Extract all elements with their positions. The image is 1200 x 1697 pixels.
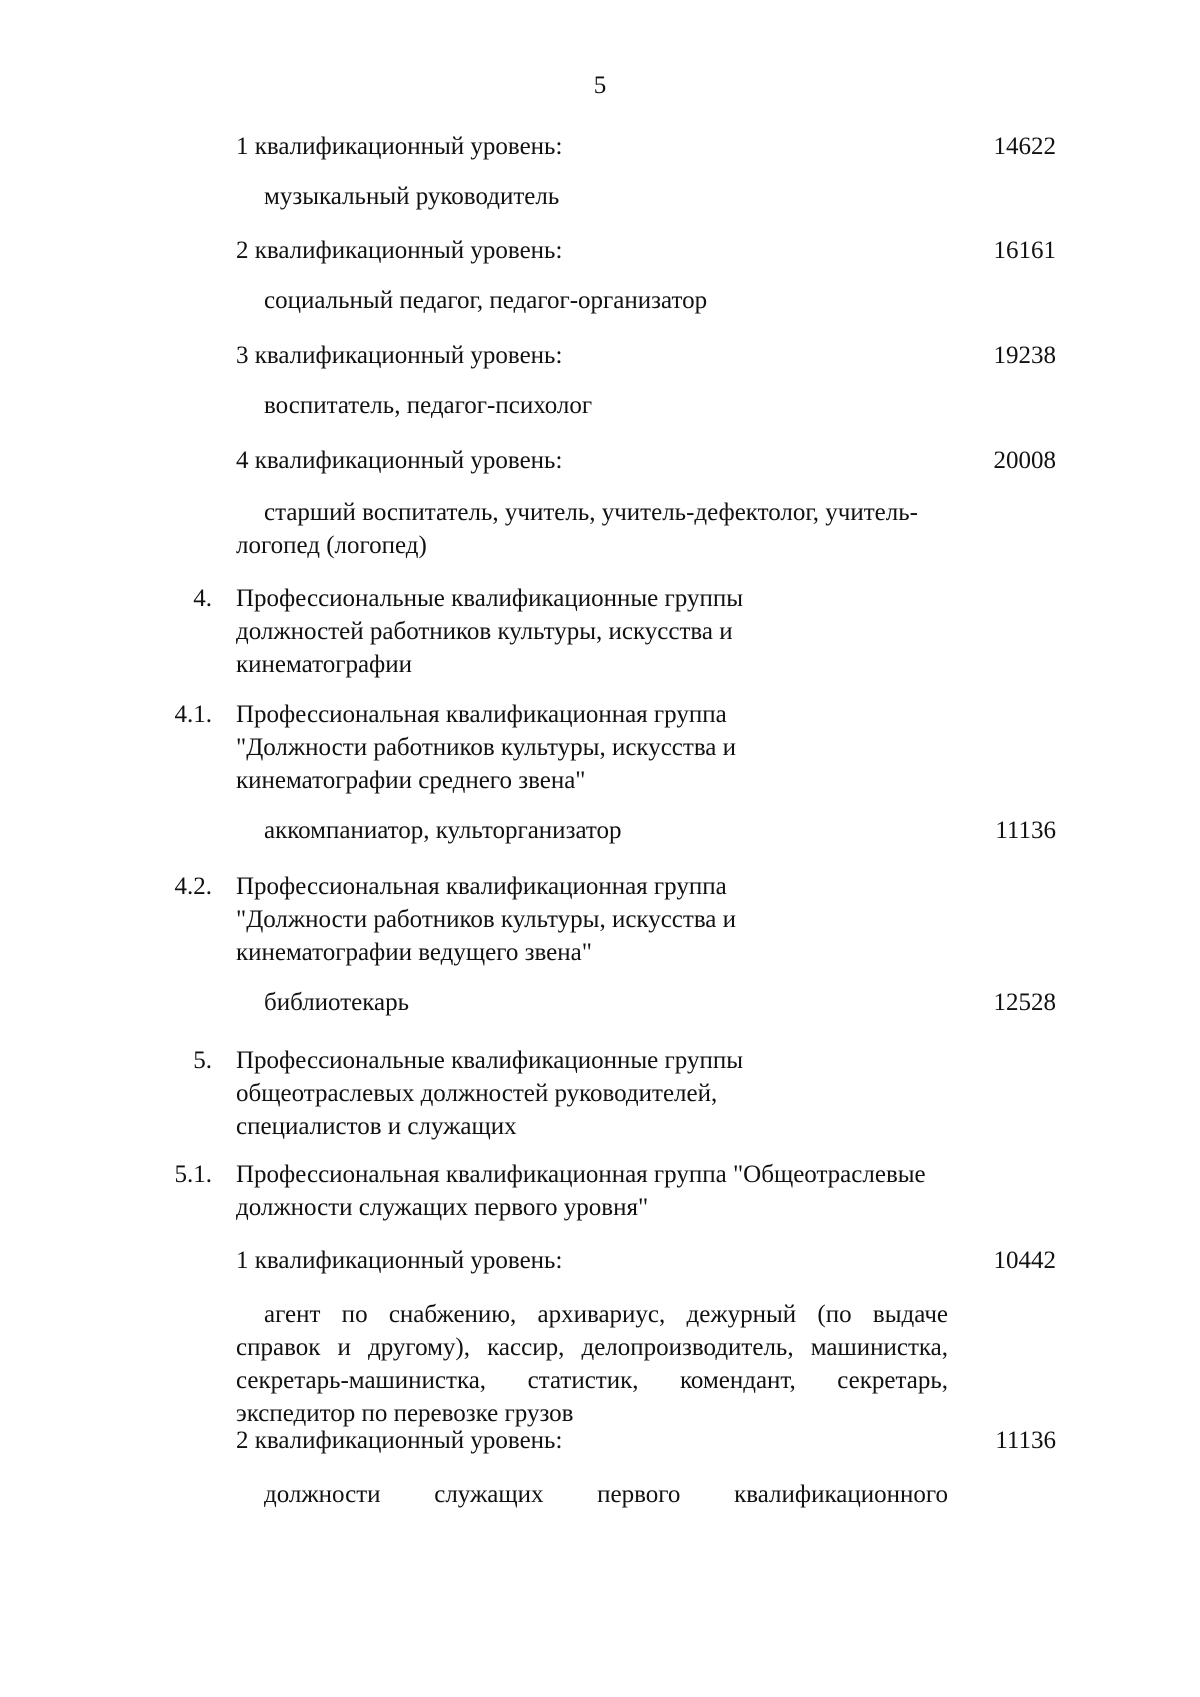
section-title: Профессиональная квалификационная группа "Должности работников культуры, искусства и кинематографии среднего звена" bbox=[236, 701, 737, 794]
row-text: 2 квалификационный уровень: bbox=[236, 237, 563, 264]
row-text: воспитатель, педагог-психолог bbox=[264, 392, 593, 419]
row-text: музыкальный руководитель bbox=[264, 183, 560, 210]
section-title: Профессиональные квалификационные группы общеотраслевых должностей руководителей, специалистов и служащих bbox=[236, 1047, 744, 1140]
row-text: аккомпаниатор, культорганизатор bbox=[264, 817, 622, 844]
salary-value: 19238 bbox=[993, 342, 1056, 369]
salary-value: 11136 bbox=[995, 1427, 1056, 1454]
section-title: Профессиональная квалификационная группа "Общеотраслевые должности служащих первого уровня" bbox=[236, 1161, 926, 1221]
row-text: социальный педагог, педагог-организатор bbox=[264, 287, 708, 314]
salary-value: 12528 bbox=[993, 989, 1056, 1016]
page-number: 5 bbox=[593, 72, 607, 99]
section-number: 4. bbox=[193, 585, 212, 612]
row-text: 4 квалификационный уровень: bbox=[236, 447, 563, 474]
salary-value: 14622 bbox=[993, 133, 1056, 160]
salary-value: 16161 bbox=[993, 237, 1056, 264]
row-text: старший воспитатель, учитель, учитель-дефектолог, учитель-логопед (логопед) bbox=[236, 499, 918, 559]
row-text: должности служащих первого квалификационного bbox=[264, 1481, 948, 1508]
section-number: 5.1. bbox=[174, 1161, 212, 1188]
section-number: 5. bbox=[193, 1047, 212, 1074]
salary-value: 10442 bbox=[993, 1247, 1056, 1274]
salary-value: 20008 bbox=[993, 447, 1056, 474]
row-text: 1 квалификационный уровень: bbox=[236, 133, 563, 160]
row-text: библиотекарь bbox=[264, 989, 410, 1016]
row-text: агент по снабжению, архивариус, дежурный (по выдаче справок и другому), кассир, делопроизводитель, машинистка, секретарь-машинистка, статистик, комендант, секретарь, экспедитор по перевозке грузов bbox=[236, 1301, 948, 1427]
section-title: Профессиональные квалификационные группы должностей работников культуры, искусства и кинематографии bbox=[236, 585, 744, 678]
section-number: 4.2. bbox=[174, 873, 212, 900]
row-text: 1 квалификационный уровень: bbox=[236, 1247, 563, 1274]
salary-value: 11136 bbox=[995, 817, 1056, 844]
row-text: 3 квалификационный уровень: bbox=[236, 342, 563, 369]
section-number: 4.1. bbox=[174, 701, 212, 728]
section-title: Профессиональная квалификационная группа "Должности работников культуры, искусства и кинематографии ведущего звена" bbox=[236, 873, 737, 966]
row-text: 2 квалификационный уровень: bbox=[236, 1427, 563, 1454]
